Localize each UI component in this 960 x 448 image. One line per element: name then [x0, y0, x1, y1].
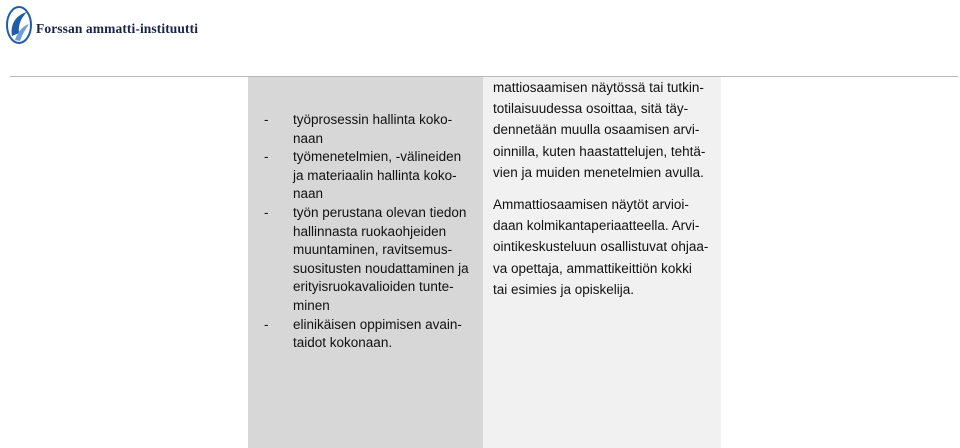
list-item-line: työprosessin hallinta koko- [293, 112, 453, 127]
paragraph-line: daan kolmikantaperiaatteella. Arvi- [493, 218, 700, 234]
assessment-paragraph [493, 77, 719, 183]
list-dash: - [264, 204, 269, 220]
paragraph-line: vien ja muiden menetelmien avulla. [493, 164, 704, 180]
list-item-line: hallinnasta ruokaohjeiden [293, 223, 447, 239]
page-header [0, 0, 960, 60]
paragraph-line: dennetään muulla osaamisen arvi- [493, 122, 700, 138]
paragraph-line: Ammattiosaamisen näytöt arvioi- [493, 197, 689, 212]
list-item-line: elinikäisen oppimisen avain- [293, 316, 462, 332]
org-name: Forssan ammatti-instituutti [36, 21, 199, 36]
paragraph-line: ointikeskusteluun osallistuvat ohjaa- [493, 239, 709, 255]
paragraph-line: tai esimies ja opiskelija. [493, 281, 635, 297]
list-item-line: työn perustana olevan tiedon [293, 204, 467, 220]
list-item-line: suositusten noudattaminen ja [293, 260, 469, 276]
list-item-line: ja materiaalin hallinta koko- [293, 167, 457, 183]
list-item [260, 111, 482, 148]
list-dash: - [264, 149, 269, 165]
list-dash: - [264, 112, 269, 127]
forssa-logo-icon [6, 6, 32, 44]
list-item [260, 204, 482, 316]
paragraph-line: totilaisuudessa osoittaa, sitä täy- [493, 101, 689, 117]
list-item-line: erityisruokavalioiden tunte- [293, 279, 454, 295]
list-item-line: naan [293, 130, 324, 146]
list-item-line: minen [293, 297, 330, 313]
paragraph-line: va opettaja, ammattikeittiön kokki [493, 260, 692, 276]
list-item-line: taidot kokonaan. [293, 335, 393, 351]
tripartite-paragraph [493, 194, 719, 300]
middle-column [483, 77, 721, 448]
list-dash: - [264, 316, 269, 332]
list-item-line: työmenetelmien, -välineiden [293, 149, 462, 165]
left-column [248, 77, 483, 448]
list-item-line: naan [293, 186, 324, 202]
list-item [260, 148, 482, 204]
requirements-list [260, 111, 482, 353]
paragraph-line: mattiosaamisen näytössä tai tutkin- [493, 80, 704, 95]
list-item-line: muuntaminen, ravitsemus- [293, 242, 453, 258]
list-item [260, 316, 482, 353]
paragraph-line: oinnilla, kuten haastattelujen, tehtä- [493, 143, 706, 159]
